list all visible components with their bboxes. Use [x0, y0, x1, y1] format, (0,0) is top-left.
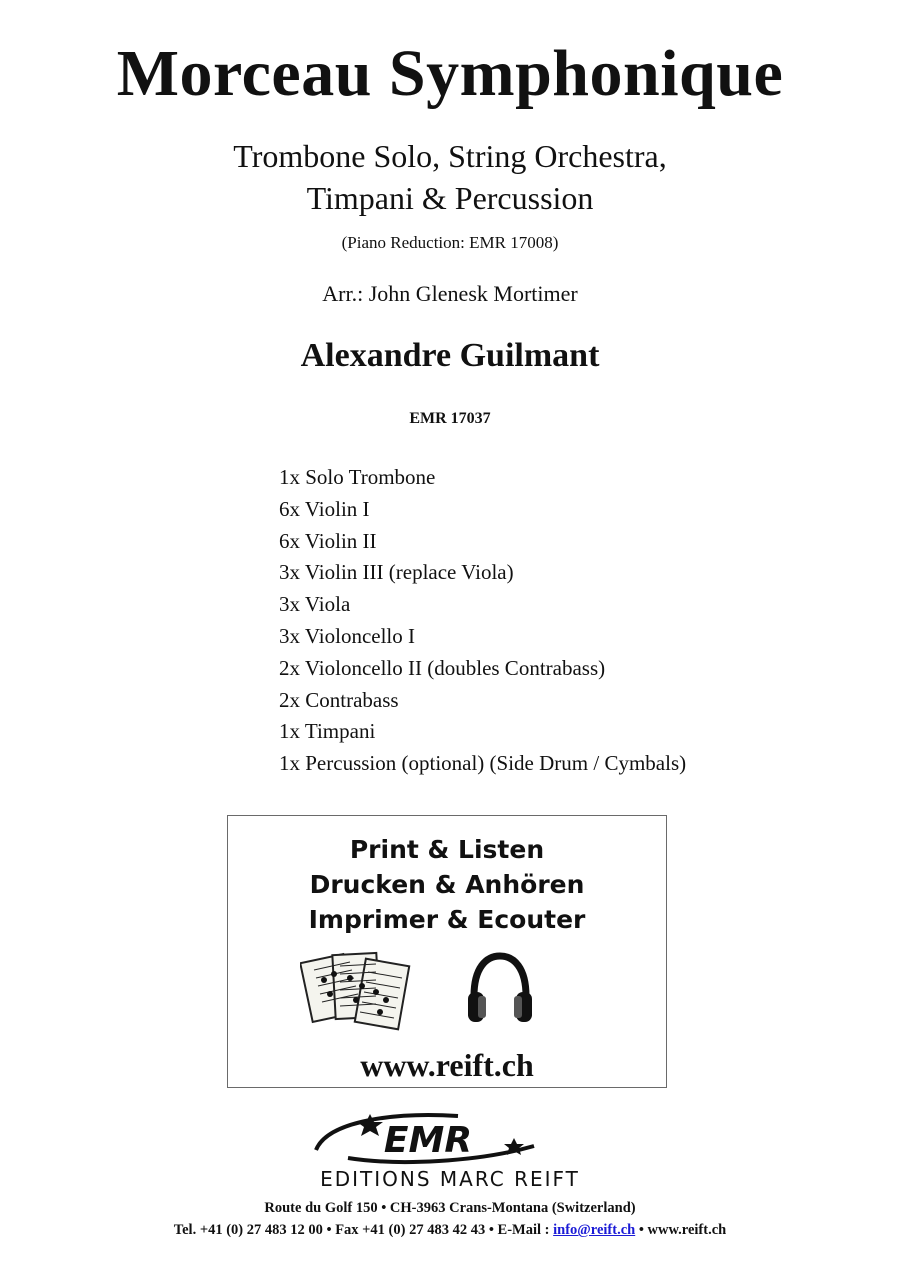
list-item: 1x Solo Trombone	[279, 465, 436, 489]
publisher-contact	[0, 1220, 900, 1240]
list-item: 3x Violin III (replace Viola)	[279, 560, 514, 585]
promo-line-english: Print & Listen	[349, 835, 545, 864]
list-item: 3x Viola	[279, 592, 351, 617]
print-and-listen-box	[227, 815, 667, 1088]
contact-website: • www.reift.ch	[635, 1222, 727, 1238]
promo-website[interactable]: www.reift.ch	[360, 1047, 534, 1083]
catalog-number: EMR 17037	[409, 410, 491, 427]
list-item: 2x Violoncello II (doubles Contrabass)	[279, 655, 606, 680]
promo-line-german: Drucken & Anhören	[309, 870, 585, 899]
logo-text: EMR	[383, 1120, 473, 1161]
instrumentation-list	[279, 462, 686, 780]
list-item: 6x Violin II	[279, 528, 377, 553]
promo-line-french: Imprimer & Ecouter	[308, 905, 586, 934]
list-item: 2x Contrabass	[279, 687, 399, 712]
list-item: 1x Timpani	[279, 719, 376, 744]
list-item: 1x Percussion (optional) (Side Drum / Cymbals)	[279, 751, 687, 776]
arranger-credit: Arr.: John Glenesk Mortimer	[322, 281, 578, 306]
publisher-name: EDITIONS MARC REIFT	[320, 1167, 580, 1191]
email-link[interactable]: info@reift.ch	[553, 1222, 636, 1238]
publisher-address: Route du Golf 150 • CH-3963 Crans-Montana (Switzerland)	[264, 1200, 636, 1216]
emr-logo	[308, 1110, 548, 1166]
headphones-icon	[464, 948, 536, 1030]
piano-reduction-note: (Piano Reduction: EMR 17008)	[341, 233, 559, 252]
subtitle-line-1: Trombone Solo, String Orchestra,	[233, 138, 667, 174]
composer-name: Alexandre Guilmant	[300, 337, 600, 374]
subtitle-line-2: Timpani & Percussion	[306, 180, 594, 216]
list-item: 6x Violin I	[279, 496, 370, 521]
list-item: 3x Violoncello I	[279, 623, 415, 648]
sheet-music-icon	[300, 948, 412, 1038]
contact-phone-fax: Tel. +41 (0) 27 483 12 00 • Fax +41 (0) 27 483 42 43 • E-Mail :	[173, 1222, 554, 1238]
page-title: Morceau Symphonique	[116, 37, 784, 110]
